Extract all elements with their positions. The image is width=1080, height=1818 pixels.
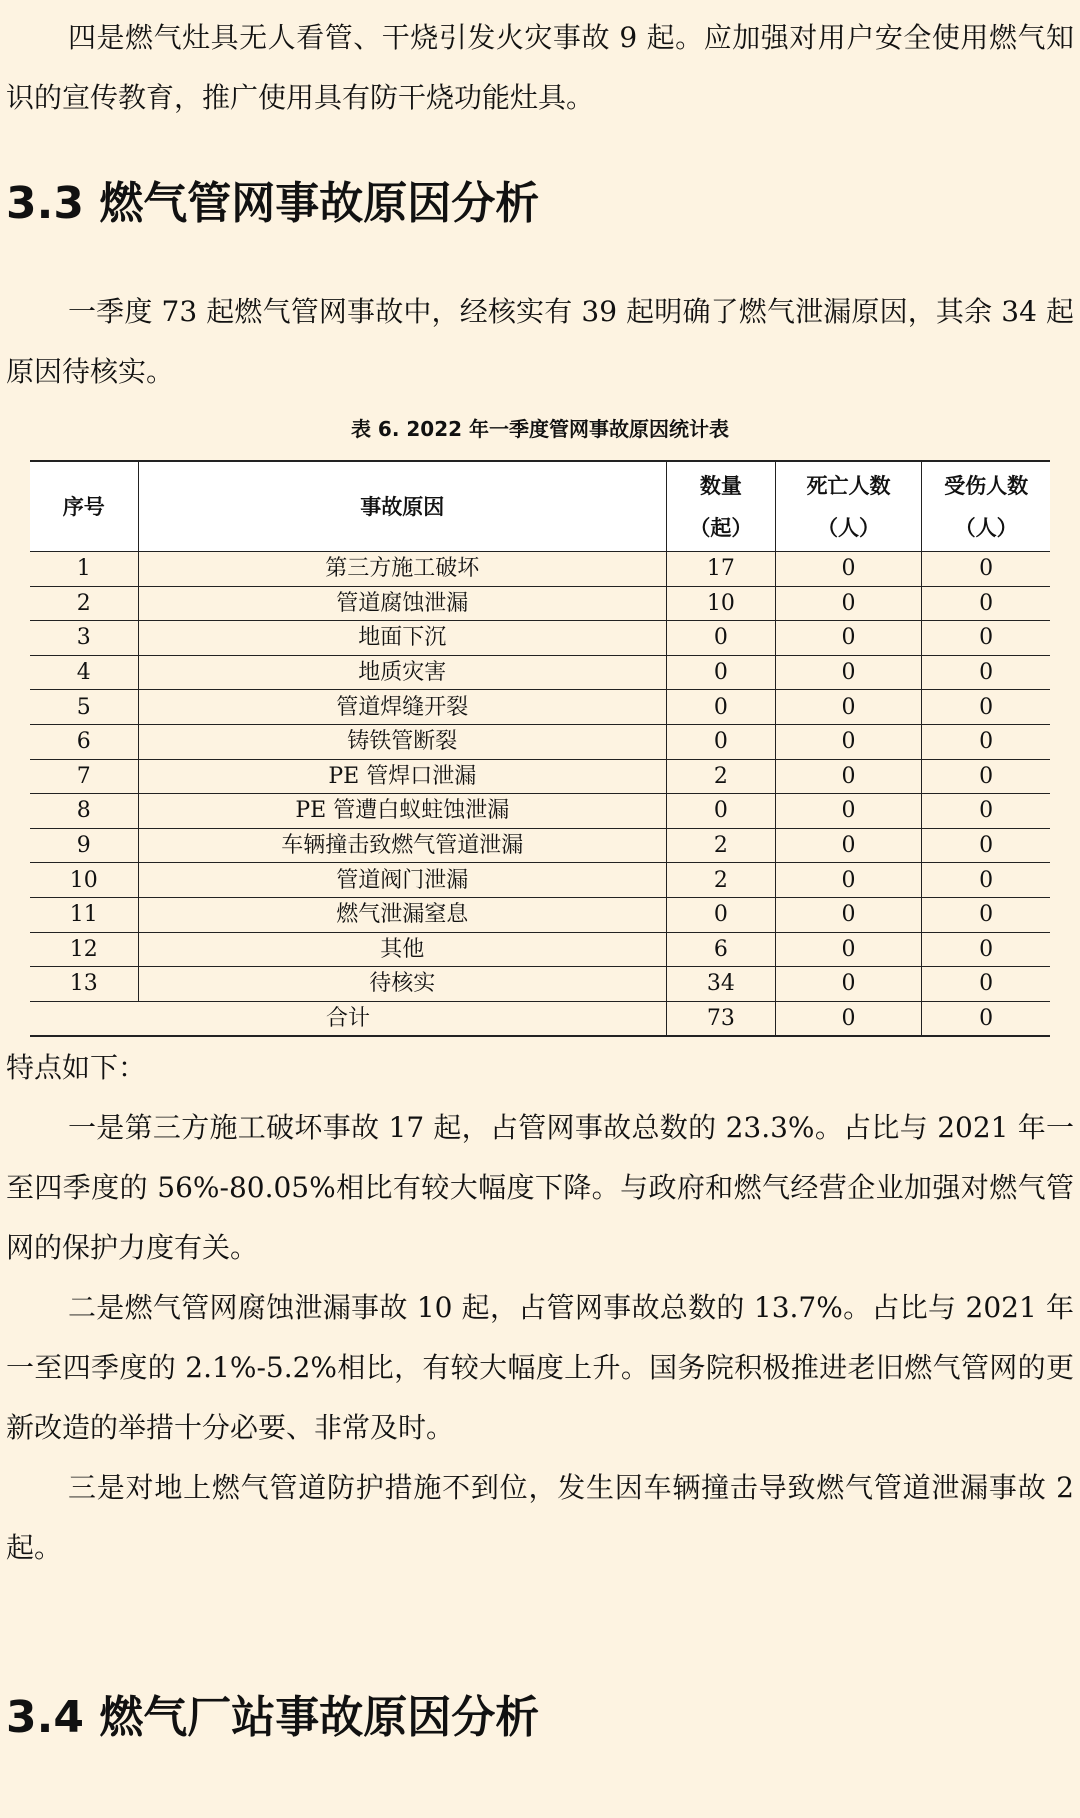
row-injuries: 0: [922, 967, 1050, 1002]
total-injuries: 0: [922, 1001, 1050, 1036]
table-row: [30, 621, 1050, 656]
table-header-row: [30, 461, 1050, 552]
table-row: [30, 655, 1050, 690]
row-injuries: 0: [922, 655, 1050, 690]
row-cause: 铸铁管断裂: [138, 724, 666, 759]
table-row: [30, 967, 1050, 1002]
row-deaths: 0: [775, 552, 922, 587]
row-cause: 待核实: [138, 967, 666, 1002]
row-injuries: 0: [922, 932, 1050, 967]
row-deaths: 0: [775, 967, 922, 1002]
row-no: 6: [30, 724, 138, 759]
header-count: [666, 461, 775, 552]
row-cause: 燃气泄漏窒息: [138, 897, 666, 932]
row-deaths: 0: [775, 690, 922, 725]
row-injuries: 0: [922, 759, 1050, 794]
header-injuries-line1: 受伤人数: [944, 473, 1029, 498]
row-injuries: 0: [922, 690, 1050, 725]
row-no: 9: [30, 828, 138, 863]
row-no: 13: [30, 967, 138, 1002]
header-deaths: [775, 461, 922, 552]
row-count: 2: [666, 863, 775, 898]
table-row: [30, 690, 1050, 725]
accident-cause-table: [30, 460, 1050, 1037]
row-cause: PE 管遭白蚁蛀蚀泄漏: [138, 794, 666, 829]
table-row: [30, 794, 1050, 829]
feature-paragraph-1: 一是第三方施工破坏事故 17 起，占管网事故总数的 23.3%。占比与 2021 年一至四季度的 56%-80.05%相比有较大幅度下降。与政府和燃气经营企业加强对燃气管网的保护力度有关。: [6, 1111, 1074, 1264]
table-row: [30, 932, 1050, 967]
row-count: 34: [666, 967, 775, 1002]
row-deaths: 0: [775, 932, 922, 967]
header-injuries: [922, 461, 1050, 552]
row-injuries: 0: [922, 621, 1050, 656]
row-no: 11: [30, 897, 138, 932]
row-deaths: 0: [775, 897, 922, 932]
row-no: 3: [30, 621, 138, 656]
header-count-line2: （起）: [689, 515, 753, 540]
row-cause: 管道阀门泄漏: [138, 863, 666, 898]
row-count: 0: [666, 897, 775, 932]
row-no: 1: [30, 552, 138, 587]
feature-paragraph-2: 二是燃气管网腐蚀泄漏事故 10 起，占管网事故总数的 13.7%。占比与 2021 年一至四季度的 2.1%-5.2%相比，有较大幅度上升。国务院积极推进老旧燃气管网的更新改造的举措十分必要、非常及时。: [6, 1291, 1074, 1444]
row-count: 0: [666, 621, 775, 656]
row-deaths: 0: [775, 794, 922, 829]
row-cause: 车辆撞击致燃气管道泄漏: [138, 828, 666, 863]
table-row: [30, 863, 1050, 898]
table-row: [30, 759, 1050, 794]
row-injuries: 0: [922, 724, 1050, 759]
table-caption: 表 6. 2022 年一季度管网事故原因统计表: [350, 417, 730, 441]
total-label: 合计: [30, 1001, 666, 1036]
table-total-row: [30, 1001, 1050, 1036]
row-injuries: 0: [922, 586, 1050, 621]
table-row: [30, 828, 1050, 863]
row-no: 2: [30, 586, 138, 621]
section-3-4-heading: 3.4 燃气厂站事故原因分析: [6, 1692, 540, 1743]
row-no: 4: [30, 655, 138, 690]
row-deaths: 0: [775, 655, 922, 690]
row-count: 0: [666, 690, 775, 725]
total-count: 73: [666, 1001, 775, 1036]
row-deaths: 0: [775, 724, 922, 759]
row-injuries: 0: [922, 897, 1050, 932]
row-no: 5: [30, 690, 138, 725]
header-cause: 事故原因: [138, 461, 666, 552]
row-injuries: 0: [922, 828, 1050, 863]
feature-paragraph-3: 三是对地上燃气管道防护措施不到位，发生因车辆撞击导致燃气管道泄漏事故 2 起。: [6, 1471, 1074, 1564]
row-count: 2: [666, 828, 775, 863]
row-cause: 其他: [138, 932, 666, 967]
row-injuries: 0: [922, 552, 1050, 587]
row-count: 10: [666, 586, 775, 621]
row-cause: PE 管焊口泄漏: [138, 759, 666, 794]
features-intro: 特点如下：: [6, 1051, 147, 1084]
row-count: 0: [666, 794, 775, 829]
header-no: 序号: [30, 461, 138, 552]
header-count-line1: 数量: [699, 473, 742, 498]
total-deaths: 0: [775, 1001, 922, 1036]
row-cause: 地面下沉: [138, 621, 666, 656]
row-deaths: 0: [775, 863, 922, 898]
table-row: [30, 724, 1050, 759]
row-no: 8: [30, 794, 138, 829]
section-3-3-heading: 3.3 燃气管网事故原因分析: [6, 178, 540, 229]
table-row: [30, 586, 1050, 621]
row-deaths: 0: [775, 759, 922, 794]
table-row: [30, 552, 1050, 587]
row-count: 6: [666, 932, 775, 967]
header-deaths-line2: （人）: [817, 515, 881, 540]
row-cause: 第三方施工破坏: [138, 552, 666, 587]
row-count: 0: [666, 724, 775, 759]
header-deaths-line1: 死亡人数: [806, 473, 891, 498]
row-injuries: 0: [922, 794, 1050, 829]
row-no: 7: [30, 759, 138, 794]
header-injuries-line2: （人）: [954, 515, 1018, 540]
intro-paragraph: 四是燃气灶具无人看管、干烧引发火灾事故 9 起。应加强对用户安全使用燃气知识的宣传教育，推广使用具有防干烧功能灶具。: [6, 21, 1074, 114]
row-deaths: 0: [775, 586, 922, 621]
row-cause: 管道焊缝开裂: [138, 690, 666, 725]
section-3-3-summary: 一季度 73 起燃气管网事故中，经核实有 39 起明确了燃气泄漏原因，其余 34 起原因待核实。: [6, 295, 1074, 388]
row-cause: 管道腐蚀泄漏: [138, 586, 666, 621]
row-no: 10: [30, 863, 138, 898]
row-count: 17: [666, 552, 775, 587]
row-no: 12: [30, 932, 138, 967]
row-count: 2: [666, 759, 775, 794]
row-injuries: 0: [922, 863, 1050, 898]
row-count: 0: [666, 655, 775, 690]
table-row: [30, 897, 1050, 932]
row-deaths: 0: [775, 621, 922, 656]
row-deaths: 0: [775, 828, 922, 863]
row-cause: 地质灾害: [138, 655, 666, 690]
